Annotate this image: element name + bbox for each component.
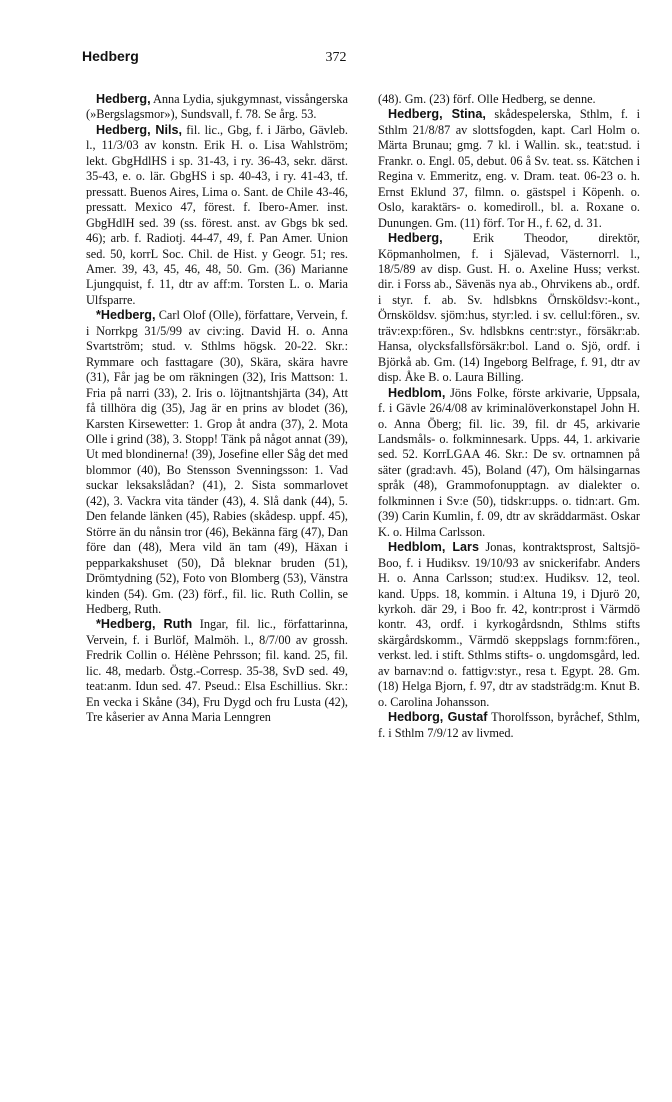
entry-name: Hedberg, Nils, bbox=[96, 122, 182, 137]
entry-hedborg-gustaf bbox=[378, 710, 640, 741]
entry-hedberg-anna-lydia bbox=[86, 92, 348, 123]
entry-text: fil. lic., Gbg, f. i Järbo, Gävleb. l., 11/3/03 av konstn. Erik H. o. Lisa Wahlström; lekt. GbgHdlHS i sp. 31-43, i ry. 36-43, sekr. därst. 35-43, e. o. lär. GbgHS i sp. 40-43, i ry. 41-43, tf. pressatt. Buenos Aires, Lima o. Sant. de Chile 43-46, pressatt. Mexico 47, förest. f. Ibero-Amer. inst. GbgHdlH sed. 39 (ss. förest. anst. av Gbgs bk sed. 46); arb. f. Radiotj. 44-47, 49, f. Pan Amer. Union sed. 50, korrL Soc. Chil. de Hist. y Geogr. 51; res. Amer. 39, 43, 45, 46, 48, 50. Gm. (36) Marianne Ljungquist, f. 11, dtr av aff:m. Torsten L. o. Maria Ulfsparre. bbox=[86, 122, 348, 307]
entry-text: Ingar, fil. lic., författarinna, Vervein, f. i Burlöf, Malmöh. l., 8/7/00 av grossh. Fredrik Collin o. Hélène Pehrsson; fil. kand. 25, fil. lic. 48, medarb. Östg.-Corresp. 35-38, SvD sed. 49, teat:anm. Idun sed. 47. Pseud.: Elsa Eschillius. Skr.: En vecka i Skåne (34), Fru Dygd och fru Lusta (42), Tre kåserier av Anna Maria Lenngren bbox=[86, 617, 348, 725]
entry-name: Hedberg, bbox=[388, 231, 443, 246]
entry-text: (48). Gm. (23) förf. Olle Hedberg, se denne. bbox=[378, 92, 596, 106]
entry-hedberg-erik-theodor bbox=[378, 231, 640, 386]
entry-text: Jonas, kontraktsprost, Saltsjö-Boo, f. i Hudiksv. 19/10/93 av snickerifabr. Anders H. o. Anna Carlsson; stud:ex. Hudiksv. 12, teol. kand. Upps. 18, kommin. i Altuna 19, i Djurö 20, kyrkoh. där 29, i Boo fr. 42, kontr:prost i Värmdö kontr. 43, ordf. i kyrkogårdsndn, Sthlms stifts skärgårdskomm., Värmdö skeppslags fornm:fören., verkst. led. i stift. Sthlms stifts- o. ungdomsgård, led. av barnav:nd o. fattigv:styr., resa t. Egypt. 28. Gm. (18) Helga Bjorn, f. 97, dtr av stadsträdg:m. Knut B. o. Carolina Johansson. bbox=[378, 540, 640, 709]
right-column bbox=[378, 92, 640, 741]
entry-hedberg-ruth bbox=[86, 617, 348, 725]
entry-hedblom-folke bbox=[378, 386, 640, 541]
left-column bbox=[86, 92, 348, 726]
page-number: 372 bbox=[325, 50, 347, 65]
entry-hedberg-nils bbox=[86, 123, 348, 308]
running-head bbox=[82, 48, 590, 70]
entry-text: skådespelerska, Sthlm, f. i Sthlm 21/8/87 av slottsfogden, kapt. Carl Holm o. Märta Brunau; gmg. 7 kl. i Wallin. sk., teat:stud. i Frankr. o. Engl. 05, debut. 06 å Sv. teat. ss. Kätchen i Regina v. Emmeritz, eng. v. Dram. teat. 06-23 o. h. Ernst Eklund 37, filmn. o. gästspel i Köpenh. o. Oslo, karaktärs- o. komediroll., bl. a. Roxane o. Dunungen. Gm. (11) förf. Tor H., f. 62, d. 31. bbox=[378, 107, 640, 230]
entry-text: Anna Lydia, sjukgymnast, vissångerska (»Bergslagsmor»), Sundsvall, f. 78. Se årg. 53. bbox=[86, 92, 349, 122]
entry-text: Carl Olof (Olle), författare, Vervein, f. i Norrkpg 31/5/99 av civ:ing. David H. o. Anna Svartström; stud. v. Sthlms högsk. 20-22. Skr.: Rymmare och fasttagare (30), Skära, skära havre (31), Får jag be om räkningen (32), Iris Mattson: 1. Fria på narri (33), 2. Iris o. löjtnantshjärta (34), Att få tillhöra dig (35), Jag är en prins av blodet (36), Karsten Kirsewetter: 1. Grop åt andra (37), 2. Mota Olle i grind (38), 3. Stopp! Tänk på något annat (39), Ut med blondinerna! (39), Josefine eller Såg det med blommor (40), Bo Stensson Svenningsson: 1. Vad suckar leksakslådan? (41), 2. Sista sommarlovet (42), 3. Vackra vita tänder (43), 4. Slå dank (44), 5. Den felande länken (45), Rabies (skådesp. uppf. 45), Större än du nånsin tror (46), Bekänna färg (47), Dan före dan (48), Mera vild än tam (49), Häxan i pepparkakshuset (50), Då bleknar bruden (51), Drömtydning (52), Foto von Blomberg (53), Vänstra kinden (54). Gm. (23) förf., fil. lic. Ruth Collin, se Hedberg, Ruth. bbox=[86, 308, 348, 616]
entry-text: Thorolfsson, byråchef, Sthlm, f. i Sthlm 7/9/12 av livmed. bbox=[378, 710, 640, 740]
entry-name: Hedblom, Lars bbox=[388, 540, 479, 555]
entry-name: Hedberg, bbox=[96, 92, 151, 106]
running-head-word: Hedberg bbox=[82, 48, 139, 64]
entry-text: Jöns Folke, förste arkivarie, Uppsala, f. i Gävle 26/4/08 av kriminalöverkonstapel John H. o. Anna Öberg; fil. lic. 39, fil. dr 45, arkivarie Landsmåls- o. folkminnesark. Upps. 44, 1. arkivarie sed. 52. KorrLGAA 46. Skr.: De sv. ortnamnen på säter (grad:avh. 45), Boland (47), Om hälsingarnas språk (48), Grammofonupptagn. av dialekter o. folkminnen i Sv:e (50), tidskr:upps. o. tidn:art. Gm. (39) Carin Kumlin, f. 09, dtr av skräddarmäst. Oskar K. o. Hilma Carlsson. bbox=[378, 385, 640, 539]
entry-name: *Hedberg, Ruth bbox=[96, 617, 193, 632]
entry-name: *Hedberg, bbox=[96, 308, 156, 323]
entry-text: Erik Theodor, direktör, Köpmanholmen, f. i Själevad, Västernorrl. l., 18/5/89 av disp. Gust. H. o. Axeline Huss; verkst. dir. i Forss ab., Sävenäs nya ab., Ohrvikens ab., ordf. i styr. f. ab. Sv. hdlsbkns Örnsköldsv:-kont., Örnsköldsv. sjöm:hus, styr:led. i sv. cellul:fören., sv. träv:exp:fören., Sv. hdlsbkns centr:styr., försäkr:ab. Hansa, olycksfallsförsäkr:bol. Land o. Sjö, ordf. i Björkå ab. Gm. (14) Ingeborg Belfrage, f. 91, dtr av disp. Åke B. o. Laura Billing. bbox=[378, 231, 640, 385]
entry-hedblom-lars bbox=[378, 540, 640, 710]
entry-hedberg-olle bbox=[86, 308, 348, 617]
entry-continuation bbox=[378, 92, 640, 107]
entry-name: Hedborg, Gustaf bbox=[388, 710, 488, 725]
entry-hedberg-stina bbox=[378, 107, 640, 231]
entry-name: Hedberg, Stina, bbox=[388, 107, 486, 122]
entry-name: Hedblom, bbox=[388, 385, 446, 400]
